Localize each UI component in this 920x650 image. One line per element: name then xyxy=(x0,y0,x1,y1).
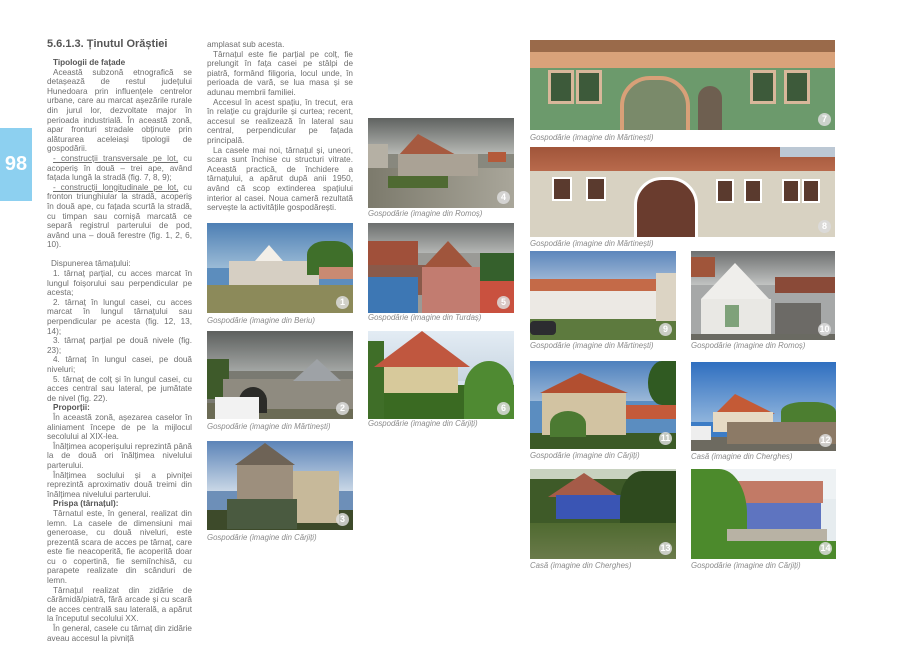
figure-number-badge: 9 xyxy=(659,323,672,336)
item-longitudinal-label: - construcții longitudinale pe lot, xyxy=(53,182,179,192)
col2-paragraph: amplasat sub acesta. xyxy=(207,40,285,49)
proportii-paragraph: În această zonă, așezarea caselor în aliniament începe de pe la mijlocul secolului al XIX-lea. xyxy=(47,412,192,442)
heading-prispa: Prispa (târnațul): xyxy=(53,499,119,509)
dispunerea-item: 1. târnaț parțial, cu acces marcat în lungul foișorului sau perpendicular pe acesta; xyxy=(47,269,192,298)
figure-number-badge: 3 xyxy=(336,513,349,526)
text-column-1 xyxy=(47,58,192,643)
photo-figure-14 xyxy=(691,469,836,559)
photo-figure-8 xyxy=(530,147,835,237)
figure-caption: Gospodărie (imagine din Mărtinești) xyxy=(530,133,654,142)
proportii-paragraph: Înălțimea acoperișului reprezintă până la de două ori înălțimea nivelului parterului. xyxy=(47,441,192,470)
figure-number-badge: 4 xyxy=(497,191,510,204)
photo-figure-5 xyxy=(368,223,514,313)
dispunerea-item: 3. târnaț parțial pe două nivele (fig. 23); xyxy=(47,336,192,355)
figure-caption: Gospodărie (imagine din Romoș) xyxy=(368,209,483,218)
figure-number-badge: 2 xyxy=(336,402,349,415)
col2-paragraph: Accesul în acest spațiu, în trecut, era în relație cu grajdurile și curtea; recent, accesul se realizează în lateral sau central, perpendicular pe fațada principală. xyxy=(207,97,353,145)
dispunerea-item: 4. târnaț în lungul casei, pe două niveluri; xyxy=(47,355,192,374)
col2-paragraph: Târnațul este fie parțial pe colț, fie prelungit în fața casei pe stâlpi de piatră, formând filigoria, locul unde, în perioada de vară, se lua masa și se adunau membrii familiei. xyxy=(207,49,353,97)
page-number: 98 xyxy=(0,128,32,201)
photo-figure-3 xyxy=(207,441,353,530)
dispunerea-item: 2. târnaț în lungul casei, cu acces marcat în lungul târnațului sau perpendicular pe acesta (fig. 12, 13, 14); xyxy=(47,297,192,336)
figure-caption: Casă (imagine din Cherghes) xyxy=(691,452,793,461)
item-longitudinal: - construcții longitudinale pe lot, cu fronton triunghiular la stradă, acoperiș în două ape, cu fațada scurtă la stradă, cu timpan sau cornișă marcată ce separă registrul parterului de pod, având una – două ferestre (fig. 1, 2, 6, 10). xyxy=(47,182,192,250)
section-title: 5.6.1.3. Ținutul Orăștiei xyxy=(47,38,168,50)
figure-caption: Gospodărie (imagine din Beriu) xyxy=(207,316,315,325)
photo-figure-12 xyxy=(691,362,836,451)
heading-tipologii: Tipologii de fațade xyxy=(53,58,126,67)
figure-number-badge: 12 xyxy=(820,435,831,445)
figure-number-badge: 7 xyxy=(818,113,831,126)
item-transversal-label: - construcții transversale pe lot, xyxy=(53,153,179,163)
prispa-paragraph: Târnatul este, în general, realizat din lemn. La casele de dimensiuni mai generoase, cu două niveluri, este prezentă scara de acces pe târnaț, care este fie neacoperită, fie acoperită doar cu o copertină, fie semiînchisă, cu parapete realizate din scânduri de lemn. xyxy=(47,508,192,586)
figure-caption: Gospodărie (imagine din Cărjiți) xyxy=(207,533,317,542)
col2-paragraph: La casele mai noi, târnațul și, uneori, scara sunt închise cu structuri vitrate. Această practică, de închidere a târnațului, a apărut după anii 1950, având că scop extinderea spațiului interior al casei. Noua cameră rezultată servește la activitățile gospodărești. xyxy=(207,145,353,213)
item-transversal: - construcții transversale pe lot, cu acoperiș în două – trei ape, având fațada lungă la stradă (fig. 7, 8, 9); xyxy=(47,153,192,183)
figure-number-badge: 5 xyxy=(497,296,510,309)
proportii-paragraph: Înălțimea soclului și a pivniței reprezintă aproximativ două treimi din înălțimea nivelului parterului. xyxy=(47,470,192,499)
photo-figure-11 xyxy=(530,361,676,449)
figure-caption: Gospodărie (imagine din Turdaș) xyxy=(368,313,482,322)
photo-figure-6 xyxy=(368,331,514,419)
dispunerea-title: Dispunerea tâmațului: xyxy=(51,259,131,269)
intro-paragraph: Această subzonă etnografică se detașează de restul județului Hunedoara prin influențele centrelor urbane, care au marcat așezările rurale din jurul lor, dezvoltate major în perioada industrială. În această zonă, apar fronturi stradale obținute prin alăturarea aceleiași tipologii de gospodării. xyxy=(47,67,192,154)
photo-figure-1 xyxy=(207,223,353,313)
photo-figure-7 xyxy=(530,40,835,130)
heading-proportii: Proporții: xyxy=(53,403,90,413)
figure-number-badge: 8 xyxy=(818,220,831,233)
figure-number-badge: 6 xyxy=(497,402,510,415)
figure-caption: Casă (imagine din Cherghes) xyxy=(530,561,632,570)
prispa-paragraph: În general, casele cu târnaț din zidărie aveau accesul la pivniță xyxy=(47,624,192,643)
figure-caption: Gospodărie (imagine din Cărjiți) xyxy=(368,419,478,428)
figure-number-badge: 1 xyxy=(336,296,349,309)
photo-figure-2 xyxy=(207,331,353,419)
figure-caption: Gospodărie (imagine din Cărjiți) xyxy=(530,451,640,460)
prispa-paragraph: Târnațul realizat din zidărie de cărămidă/piatră, fără arcade și cu scară de acces centrală sau laterală, a apărut la începutul secolului XX. xyxy=(47,585,192,624)
figure-caption: Gospodărie (imagine din Mărtinești) xyxy=(530,239,654,248)
figure-number-badge: 14 xyxy=(820,543,831,553)
dispunerea-item: 5. târnaț de colț și în lungul casei, cu acces central sau lateral, pe jumătate de nivel (fig. 22). xyxy=(47,374,192,403)
figure-caption: Gospodărie (imagine din Mărtinești) xyxy=(207,422,331,431)
text-column-2 xyxy=(207,40,353,213)
figure-number-badge: 10 xyxy=(819,324,830,334)
figure-number-badge: 13 xyxy=(660,543,671,553)
photo-figure-13 xyxy=(530,469,676,559)
photo-figure-9 xyxy=(530,251,676,340)
figure-caption: Gospodărie (imagine din Romoș) xyxy=(691,341,806,350)
photo-figure-4 xyxy=(368,118,514,208)
figure-caption: Gospodărie (imagine din Cărjiți) xyxy=(691,561,801,570)
photo-figure-10 xyxy=(691,251,835,340)
figure-caption: Gospodărie (imagine din Mărtinești) xyxy=(530,341,654,350)
figure-number-badge: 11 xyxy=(660,433,671,443)
